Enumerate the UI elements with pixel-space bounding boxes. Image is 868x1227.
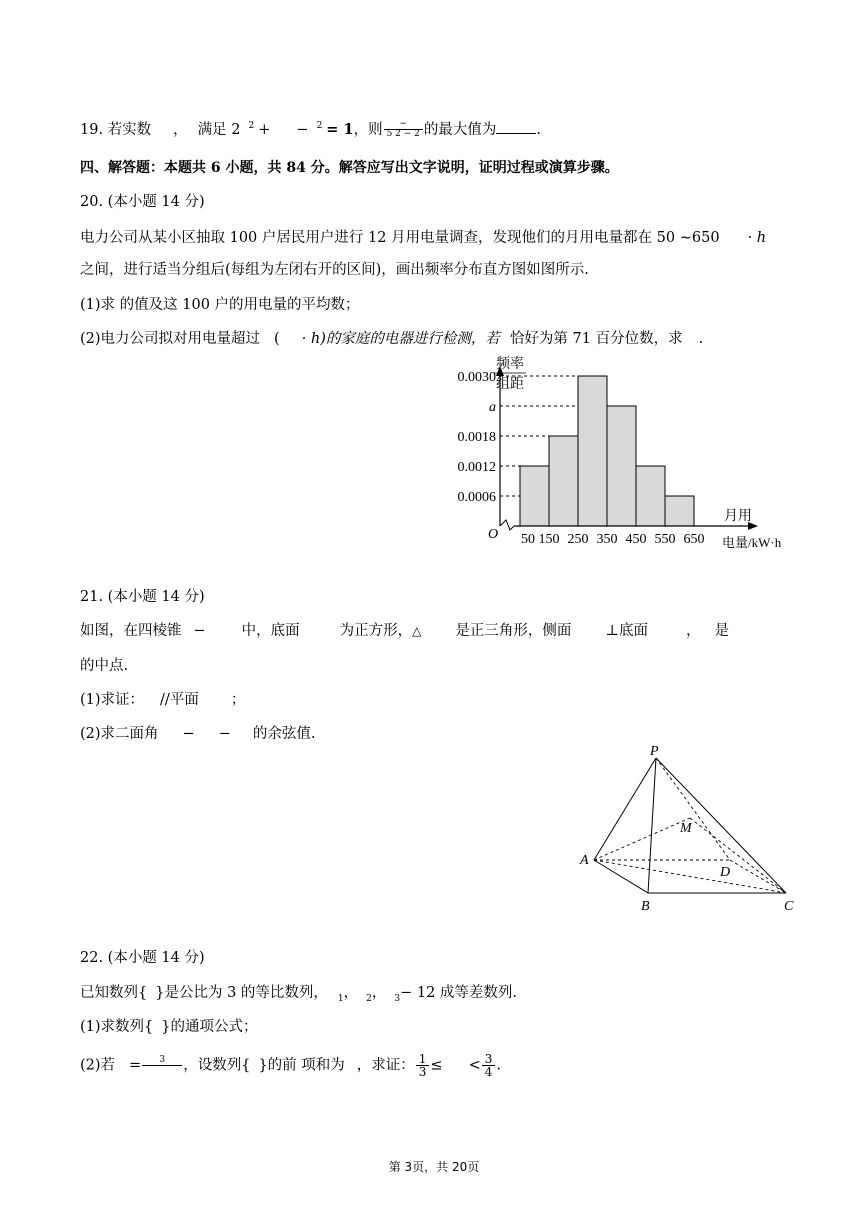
q21-stem1a: 如图，在四棱锥 <box>80 623 182 639</box>
q20-part2a: (2)电力公司拟对用电量超过 <box>80 331 261 347</box>
x-tick-label-650: 650 <box>683 532 705 547</box>
ylabel-bottom: 组距 <box>496 377 524 392</box>
edge-DC-hidden <box>730 860 786 893</box>
q21-stem1g: ⊥底面 <box>605 623 649 639</box>
q21-stem1f: 是正三角形，侧面 <box>455 623 572 639</box>
q22-part2a: (2)若 <box>80 1057 116 1074</box>
q20-part2 <box>80 329 703 349</box>
origin-label: O <box>488 527 499 542</box>
q19-answer-blank <box>496 121 536 134</box>
y-tick-label-0.0006: 0.0006 <box>457 490 496 505</box>
label-P: P <box>650 744 659 759</box>
label-B: B <box>641 899 650 914</box>
x-tick-label-350: 350 <box>596 532 618 547</box>
histogram-y-tick-labels <box>458 370 497 505</box>
q21-part1c: ； <box>230 692 246 708</box>
q21-stem1i: 是 <box>714 623 730 639</box>
q20-part2c: · h)的家庭的电器进行检测，若 <box>301 331 500 347</box>
q20-stem1a: 电力公司从某小区抽取 100 户居民用户进行 12 月用电量调查，发现他们的月用电量都在 50 ∼650 <box>80 230 720 246</box>
q21-part2a: (2)求二面角 <box>80 726 159 742</box>
label-C: C <box>784 899 794 914</box>
q21-stem1h: ， <box>686 623 701 639</box>
label-D: D <box>720 865 731 880</box>
q21-part1 <box>80 690 245 710</box>
q19-line <box>80 116 541 140</box>
xlabel-bottom: 电量/kW·h <box>722 535 782 550</box>
q22-part2 <box>80 1053 501 1078</box>
x-tick-label-150: 150 <box>538 532 560 547</box>
q22-stem1a: 已知数列{ <box>80 985 148 1001</box>
y-tick-label-0.0030: 0.0030 <box>457 370 496 385</box>
y-tick-label-0.0012: 0.0012 <box>457 460 496 475</box>
q22-part2e: ，求证： <box>356 1057 415 1074</box>
q19-fraction <box>384 120 423 139</box>
histogram-bar-450-550 <box>636 466 665 526</box>
pyramid-figure <box>570 740 810 915</box>
q21-stem-line2: 的中点. <box>80 658 129 674</box>
q22-part2b: = <box>129 1057 142 1074</box>
q21-stem1d: 为正方形， <box>339 623 413 639</box>
ineq1-num: 1 <box>416 1053 430 1066</box>
ineq-one-third <box>416 1053 430 1078</box>
page-footer: 第 3页，共 20页 <box>388 1160 480 1174</box>
ineq2-num: 3 <box>482 1053 496 1066</box>
q22-part2c: ，设数列{ <box>183 1057 251 1074</box>
q19-sup1: 2 <box>248 121 255 131</box>
q22-part2-frac-den <box>142 1066 182 1075</box>
q19-plus: + <box>258 121 271 138</box>
x-tick-label-250: 250 <box>567 532 589 547</box>
frequency-histogram <box>440 350 810 555</box>
histogram-bar-50-150 <box>520 466 549 526</box>
q21-triangle-symbol: △ <box>412 624 422 638</box>
q22-sub3: 3 <box>394 993 401 1004</box>
q21-stem1b: − <box>193 623 206 639</box>
q19-equation-rhs: = 1 <box>326 120 354 138</box>
xlabel-top: 月用 <box>724 509 752 524</box>
histogram-bars <box>520 376 694 526</box>
q22-part1 <box>80 1017 258 1037</box>
q21-part1a: (1)求证： <box>80 692 145 708</box>
q19-sup2: 2 <box>316 121 323 131</box>
section4-title: 四、解答题：本题共 6 小题，共 84 分。解答应写出文字说明，证明过程或演算步骤。 <box>80 160 619 176</box>
q20-unit: · h <box>747 230 767 246</box>
q21-stem1c: 中，底面 <box>241 623 300 639</box>
q19-tail: 的最大值为 <box>423 121 497 138</box>
q19-comma: ， <box>173 121 188 138</box>
q22-sub2: 2 <box>366 993 372 1004</box>
q22-part1a: (1)求数列{ <box>80 1019 154 1035</box>
x-tick-label-50: 50 <box>521 532 535 547</box>
q20-part2d: 恰好为第 71 百分位数，求 <box>509 331 683 347</box>
q22-stem: 已知数列{ }是公比为 3 的等比数列， $_1$， $_2$， $_3$− 12 成等差数列. <box>80 985 518 1004</box>
q20-part2e: . <box>698 331 704 347</box>
histogram-x-tick-labels <box>521 532 705 547</box>
y-tick-label-0.0018: 0.0018 <box>457 430 496 445</box>
x-tick-label-450: 450 <box>625 532 647 547</box>
q20-part1: (1)求 的值及这 100 户的用电量的平均数； <box>80 297 360 313</box>
q19-frac-den: 5 2 − 2 <box>386 129 420 140</box>
q22-part1b: }的通项公式； <box>161 1019 258 1035</box>
q21-header: 21. (本小题 14 分) <box>80 589 205 605</box>
ylabel-top: 频率 <box>496 357 524 372</box>
q22-part2d: }的前 项和为 <box>258 1057 345 1074</box>
edge-AB <box>594 860 648 893</box>
segment-MC-hidden <box>690 818 786 893</box>
edge-PA <box>594 758 656 860</box>
q21-part2 <box>80 724 315 744</box>
edge-PD-hidden <box>656 758 730 860</box>
ineq1-den: 3 <box>418 1065 427 1079</box>
q22-stem1b: }是公比为 3 的等比数列， <box>155 985 328 1001</box>
q19-condition: 满足 2 <box>197 121 241 138</box>
label-A: A <box>580 853 589 868</box>
q22-header: 22. (本小题 14 分) <box>80 950 205 966</box>
q22-sub1: 1 <box>337 993 344 1004</box>
q22-le: ≤ <box>430 1057 443 1074</box>
segment-AM-hidden <box>594 818 690 860</box>
q21-part2d: 的余弦值. <box>252 726 316 742</box>
histogram-bar-150-250 <box>549 436 578 526</box>
q21-stem-line1 <box>80 621 729 641</box>
q21-part1b: //平面 <box>160 692 199 708</box>
q19-period: . <box>536 121 542 138</box>
histogram-bar-550-650 <box>665 496 694 526</box>
q22-end: . <box>496 1057 501 1074</box>
q20-part2b: ( <box>274 331 280 347</box>
x-tick-label-550: 550 <box>654 532 676 547</box>
q22-part2-frac-num: 3 <box>142 1056 182 1066</box>
q19-frac-num: − <box>384 120 423 130</box>
ineq2-den: 4 <box>484 1065 493 1079</box>
q22-lt: < <box>468 1057 481 1074</box>
edge-PB <box>648 758 656 893</box>
q19-minus: − <box>296 121 309 138</box>
axis-break <box>500 520 514 530</box>
q20-stem-line1 <box>80 228 766 248</box>
q22-stem1c: − 12 成等差数列. <box>400 985 518 1001</box>
q19-prefix: 19. 若实数 <box>80 121 152 138</box>
ineq-three-quarters <box>482 1053 496 1078</box>
q20-stem-line2: 之间，进行适当分组后(每组为左闭右开的区间)，画出频率分布直方图如图所示. <box>80 262 589 278</box>
q19-then: ，则 <box>353 121 383 138</box>
q21-part2c: − <box>218 726 231 742</box>
histogram-bar-250-350 <box>578 376 607 526</box>
y-tick-label-a: a <box>489 400 496 415</box>
q21-part2b: − <box>182 726 195 742</box>
histogram-bar-350-450 <box>607 406 636 526</box>
q22-part2-fraction <box>142 1056 182 1075</box>
q20-header: 20. (本小题 14 分) <box>80 194 205 210</box>
label-M: M <box>680 821 692 836</box>
